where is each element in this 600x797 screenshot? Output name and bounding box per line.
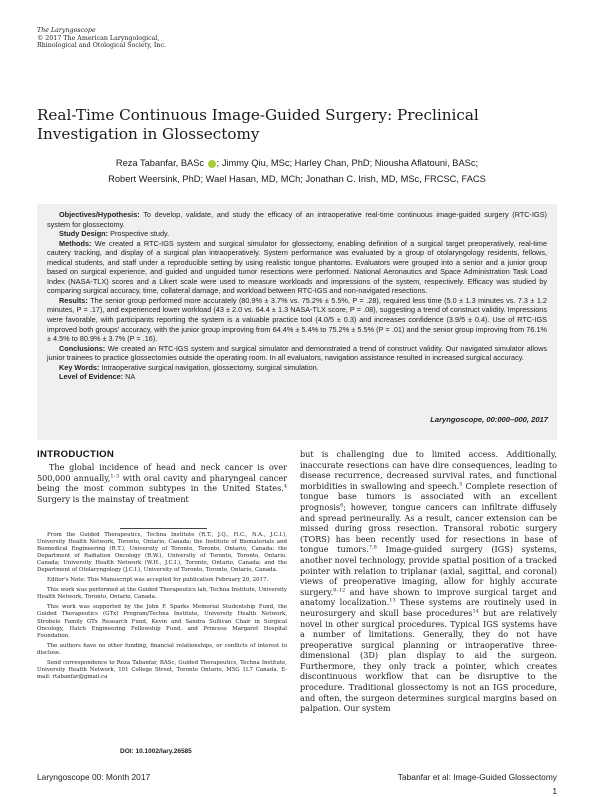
results-text: The senior group performed more accurately (80.9% ± 3.7% vs. 75.2% ± 5.5%, P = .28), required less time (5.0 ± 1.3 minutes vs. 7.3 ± 1.2 minutes, P = .17), and experienced lower workload (43 ± 2.0 vs. 64.4 ± 1.3 NASA-TLX score, P = .08), suggesting a trend of construct validity. Impressions were favorable, with participants reporting the system is a valuable practice tool (4.0/5 ± 0.3) and increases confidence (3.9/5 ± 0.4). Use of RTC-IGS improved both groups' accuracy, with the junior group improving from 64.4% ± 5.4% to 75.2% ± 5.5% (P = .01) and the senior group improving from 76.1% ± 4.5% to 80.9% ± 3.7% (P = .16). xyxy=(47,295,547,344)
intro-text: but are relatively novel in other surgical procedures. Typical IGS systems have a number of limitations. Generally, they do not have preoperative surgical planning or intraoperative three-dimensional (3D) plan display to aid the surgeon. Furthermore, they only track a pointer, which creates discontinuous workflow that can be disruptive to the procedure. Traditional glossectomy is not an IGS procedure, and often, the surgeon determines surgical margins based on palpation. Our system xyxy=(300,607,557,714)
abstract-box xyxy=(37,204,557,440)
objectives-label: Objectives/Hypothesis: xyxy=(59,210,140,219)
footnote-affiliations: From the Guided Therapeutics, Techna Institute (R.T., J.Q., H.C., N.A., J.C.I.), University Health Network, Toronto, Ontario, Canada; the Institute of Biomaterials and Biomedical Engineering (R.T.), University of Toronto, Toronto, Ontario, Canada; the Department of Radiation Oncology (R.W.), University of Toronto, Toronto, Ontario, Canada; University Health Network (W.H., J.C.I.), Toronto, Ontario, Canada; and the Department of Otolaryngology (J.C.I.), University of Toronto, Toronto, Ontario, Canada. xyxy=(37,532,287,574)
journal-header xyxy=(37,27,166,50)
author-line-1b: ; Jimmy Qiu, MSc; Harley Chan, PhD; Niousha Aflatouni, BASc; xyxy=(216,158,479,168)
conclusions-text: We created an RTC-IGS system and surgical simulator and demonstrated a trend of construct validity. Our navigated simulator allows junior trainees to practice glossectomies outside the operating room. In all evaluators, navigation assistance resulted in increased surgical accuracy. xyxy=(47,343,547,363)
intro-text: The global incidence of head and neck cancer is over 500,000 annually, xyxy=(37,462,287,483)
design-label: Study Design: xyxy=(59,229,109,239)
footnote-correspondence: Send correspondence to Reza Tabanfar, BASc, Guided Therapeutics, Techna Institute, University Health Network, 101 College Street, Toronto Ontario, M5G 1L7 Canada. E-mail: rtabanfar@gmail.ca xyxy=(37,659,287,680)
conclusions-label: Conclusions: xyxy=(59,343,106,353)
ref-sup[interactable]: 9–12 xyxy=(333,587,346,594)
keywords-label: Key Words: xyxy=(59,362,100,372)
footnotes xyxy=(37,532,287,684)
keywords-text: Intraoperative surgical navigation, glossectomy, surgical simulation. xyxy=(101,362,319,372)
author-line-1a: Reza Tabanfar, BASc xyxy=(115,158,205,168)
journal-name: The Laryngoscope xyxy=(37,27,96,34)
ref-sup[interactable]: 5 xyxy=(459,481,463,488)
ref-sup[interactable]: 6 xyxy=(340,502,344,509)
journal-copyright: © 2017 The American Laryngological, xyxy=(37,34,160,42)
author-line-2: Robert Weersink, PhD; Wael Hasan, MD, MCh; Jonathan C. Irish, MD, MSc, FRCSC, FACS xyxy=(108,174,486,184)
intro-text: Complete resection of tongue base tumors is associated with an excellent prognosis xyxy=(300,480,557,512)
intro-text: These systems are routinely used in neurosurgery and skull base procedures xyxy=(300,597,557,618)
results-label: Results: xyxy=(59,295,88,305)
footnote-rule xyxy=(120,528,207,529)
doi[interactable]: DOI: 10.1002/lary.26585 xyxy=(120,748,192,755)
methods-text: We created a RTC-IGS system and surgical simulator for glossectomy, enabling definition of a surgical target preoperatively, real-time cautery tracking, and display of a surgical plan intraoperatively. System performance was evaluated by a group of otolaryngology residents, fellows, medical students, and staff under a reproducible setting by using realistic tongue phantoms. Evaluators were grouped into a senior and a junior group based on surgical experience, and guided and unguided tumor resections were performed. National Aeronautics and Space Administration Task Load Index (NASA-TLX) scores and a Likert scale were used to measure workloads and impressions of the system, respectively. Efficacy was studied by comparing surgical accuracy, time, collateral damage, and workload between RTC-IGS and non-navigated resections. xyxy=(47,238,547,296)
footer-left: Laryngoscope 00: Month 2017 xyxy=(37,772,151,782)
intro-text: but is challenging due to limited access. Additionally, inaccurate resections can have dire consequences, leading to disease recurrence, decreased survival rates, and functional morbidities in swallowing and speech. xyxy=(300,449,557,491)
ref-sup[interactable]: 14 xyxy=(472,608,479,615)
ref-sup[interactable]: 1–3 xyxy=(110,472,120,479)
intro-column-right xyxy=(300,449,557,714)
intro-column-left xyxy=(37,462,287,504)
footnote-performed: This work was performed at the Guided Therapeutics lab, Techna Institute, University Health Network, Toronto, Ontario, Canada. xyxy=(37,587,287,601)
methods-label: Methods: xyxy=(59,238,92,248)
ref-sup[interactable]: 7,8 xyxy=(368,544,377,551)
journal-society: Rhinological and Otological Society, Inc. xyxy=(37,42,166,50)
article-title: Real-Time Continuous Image-Guided Surgery: Preclinical Investigation in Glossectomy xyxy=(37,106,479,143)
footnote-editor-note: Editor's Note: This Manuscript was accepted for publication February 20, 2017. xyxy=(47,577,269,584)
intro-text: and have shown to improve surgical target and anatomy localization. xyxy=(300,586,557,608)
ref-sup[interactable]: 4 xyxy=(283,483,287,490)
orcid-icon[interactable] xyxy=(208,160,216,168)
intro-text: ; however, tongue cancers can infiltrate diffusely and spread perineurally. As a result, cancer extension can be missed during gross resection. Transoral robotic surgery (TORS) has been recently used for resections in base of tongue tumors. xyxy=(300,501,557,555)
intro-text: with oral cavity and pharyngeal cancer being the most common subtypes in the United States. xyxy=(37,472,287,494)
level-text: NA xyxy=(125,372,136,382)
intro-text: Image-guided surgery (IGS) systems, another novel technology, provide spatial position of a tracked pointer with relation to triplanar (axial, sagittal, and coronal) views of preoperative imaging, allow for highly accurate surgery. xyxy=(300,544,557,597)
design-text: Prospective study. xyxy=(110,229,170,239)
level-label: Level of Evidence: xyxy=(59,372,124,382)
introduction-heading: INTRODUCTION xyxy=(37,449,115,460)
footnote-support: This work was supported by the John F. Sparks Memorial Studentship Fund, the Guided Therapeutics (GTx) Program/Techna Institute, University Health Network, Strobele Family GTx Research Fund, Kevin and Sandra Sullivan Chair in Surgical Oncology, Hatch Engineering Fellowship Fund, and Princess Margaret Hospital Foundation. xyxy=(37,604,287,639)
footnote-conflicts: The authors have no other funding, financial relationships, or conflicts of interest to disclose. xyxy=(37,642,287,656)
author-list xyxy=(37,155,557,187)
intro-text: Surgery is the mainstay of treatment xyxy=(37,493,189,504)
objectives-text: To develop, validate, and study the efficacy of an intraoperative real-time continuous image-guided surgery (RTC-IGS) system for glossectomy. xyxy=(47,210,547,229)
citation-line: Laryngoscope, 00:000–000, 2017 xyxy=(430,415,548,424)
ref-sup[interactable]: 13 xyxy=(389,597,396,604)
footer-right: Tabanfar et al: Image-Guided Glossectomy xyxy=(397,772,557,782)
page-number: 1 xyxy=(552,786,557,796)
